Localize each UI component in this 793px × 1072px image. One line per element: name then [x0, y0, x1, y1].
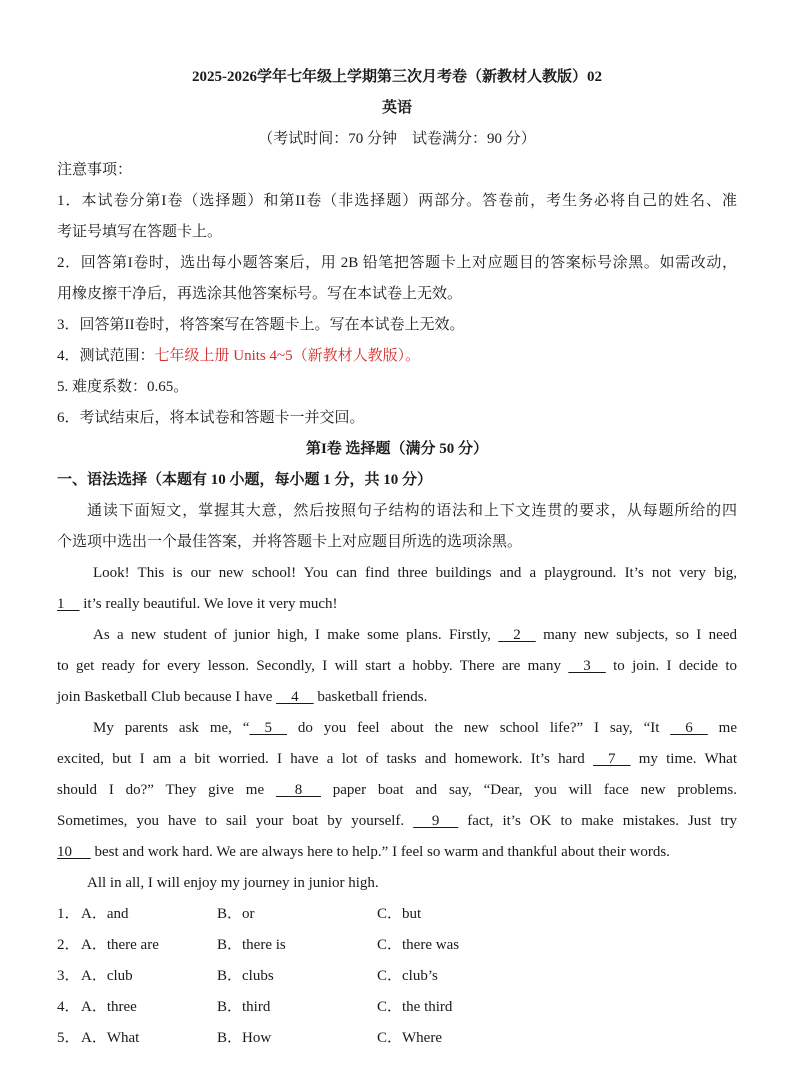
option-b[interactable]: B．or: [217, 906, 255, 922]
instruction-line-1: 通读下面短文，掌握其大意，然后按照句子结构的语法和上下文连贯的要求，从每题所给的四: [87, 503, 737, 519]
option-c[interactable]: C．Where: [377, 1030, 442, 1046]
note-1-line-1: 1．本试卷分第I卷（选择题）和第II卷（非选择题）两部分。答卷前，考生务必将自己的姓名、准: [57, 193, 737, 209]
blank-4: 4: [276, 689, 314, 705]
subject-title: 英语: [381, 100, 412, 116]
passage-text: As a new student of junior high, I make some plans. Firstly,: [93, 627, 499, 643]
passage-p2-line-2: [57, 651, 737, 682]
passage-text: My parents ask me, “: [93, 720, 250, 736]
question-3: [57, 961, 737, 992]
passage-p3-line-4: [57, 806, 737, 837]
passage-text: it’s really beautiful. We love it very much!: [79, 596, 338, 612]
blank-6: 6: [670, 720, 708, 736]
option-c[interactable]: C．there was: [377, 937, 460, 953]
notes-heading: 注意事项：: [57, 162, 133, 178]
option-a[interactable]: A．club: [81, 968, 133, 984]
question-number: 5．: [57, 1030, 80, 1046]
option-c[interactable]: C．club’s: [377, 968, 438, 984]
option-b[interactable]: B．there is: [217, 937, 286, 953]
question-5: [57, 1023, 737, 1054]
option-a[interactable]: A．and: [81, 906, 129, 922]
passage-text: to get ready for every lesson. Secondly, I will start a hobby. There are many: [57, 658, 569, 674]
blank-9: 9: [413, 813, 459, 829]
passage-text: me: [707, 720, 737, 736]
note-2-line-1: 2．回答第I卷时，选出每小题答案后，用 2B 铅笔把答题卡上对应题目的答案标号涂黑。如需改动，: [57, 255, 737, 271]
passage-text: join Basketball Club because I have: [57, 689, 277, 705]
option-c[interactable]: C．the third: [377, 999, 453, 1015]
note-6: 6．考试结束后，将本试卷和答题卡一并交回。: [57, 410, 365, 426]
option-a[interactable]: A．there are: [81, 937, 159, 953]
passage-p2-line-1: [57, 620, 737, 651]
passage-text: basketball friends.: [313, 689, 428, 705]
passage-text: Sometimes, you have to sail your boat by yourself.: [57, 813, 414, 829]
blank-1: 1: [57, 596, 80, 612]
question-number: 3．: [57, 968, 80, 984]
question-list: [57, 899, 737, 1054]
note-5: 5. 难度系数：0.65。: [57, 379, 189, 395]
option-c[interactable]: C．but: [377, 906, 422, 922]
test-range: 七年级上册 Units 4~5（新教材人教版）: [154, 348, 406, 364]
question-4: [57, 992, 737, 1023]
passage-p3-line-3: [57, 775, 737, 806]
passage-p2-line-3: [57, 682, 737, 713]
passage-text: fact, it’s OK to make mistakes. Just try: [458, 813, 737, 829]
part-1-title: 一、语法选择（本题有 10 小题，每小题 1 分，共 10 分）: [57, 472, 433, 488]
passage-text: to join. I decide to: [605, 658, 737, 674]
blank-8: 8: [275, 782, 321, 798]
exam-info: （考试时间：70 分钟 试卷满分：90 分）: [258, 131, 536, 147]
blank-3: 3: [568, 658, 606, 674]
passage-p3-line-5: [57, 837, 737, 868]
passage-p1-line-2: [57, 589, 737, 620]
passage-text: do you feel about the new school life?” I say, “It: [286, 720, 671, 736]
question-1: [57, 899, 737, 930]
option-a[interactable]: A．What: [81, 1030, 140, 1046]
passage-text: many new subjects, so I need: [535, 627, 737, 643]
exam-title: 2025-2026学年七年级上学期第三次月考卷（新教材人教版）02: [192, 69, 602, 85]
question-2: [57, 930, 737, 961]
exam-page: [57, 62, 737, 1054]
instruction-line-2: 个选项中选出一个最佳答案，并将答题卡上对应题目所选的选项涂黑。: [57, 534, 523, 550]
note-1-line-2: 考证号填写在答题卡上。: [57, 224, 223, 240]
option-b[interactable]: B．third: [217, 999, 271, 1015]
blank-2: 2: [498, 627, 536, 643]
passage-text: best and work hard. We are always here to help.” I feel so warm and thankful about their words.: [90, 844, 670, 860]
question-number: 1．: [57, 906, 80, 922]
option-b[interactable]: B．clubs: [217, 968, 274, 984]
passage-p4: All in all, I will enjoy my journey in junior high.: [87, 875, 379, 891]
note-4: [57, 341, 737, 372]
section-title: 第I卷 选择题（满分 50 分）: [305, 441, 489, 457]
note-4-suffix: 。: [405, 348, 421, 364]
passage-p3-line-2: [57, 744, 737, 775]
passage-text: should I do?” They give me: [57, 782, 276, 798]
passage-text: my time. What: [630, 751, 737, 767]
blank-7: 7: [593, 751, 631, 767]
blank-10: 10: [57, 844, 91, 860]
question-number: 4．: [57, 999, 80, 1015]
passage-text: paper boat and say, “Dear, you will face new problems.: [320, 782, 737, 798]
blank-5: 5: [249, 720, 287, 736]
option-b[interactable]: B．How: [217, 1030, 272, 1046]
passage-text: excited, but I am a bit worried. I have a lot of tasks and homework. It’s hard: [57, 751, 594, 767]
option-a[interactable]: A．three: [81, 999, 137, 1015]
note-3: 3．回答第II卷时，将答案写在答题卡上。写在本试卷上无效。: [57, 317, 465, 333]
question-number: 2．: [57, 937, 80, 953]
note-4-prefix: 4．测试范围：: [57, 348, 155, 364]
passage-p3-line-1: [57, 713, 737, 744]
passage-p1-line-1: Look! This is our new school! You can find three buildings and a playground. It’s not very big,: [93, 565, 737, 581]
note-2-line-2: 用橡皮擦干净后，再选涂其他答案标号。写在本试卷上无效。: [57, 286, 463, 302]
